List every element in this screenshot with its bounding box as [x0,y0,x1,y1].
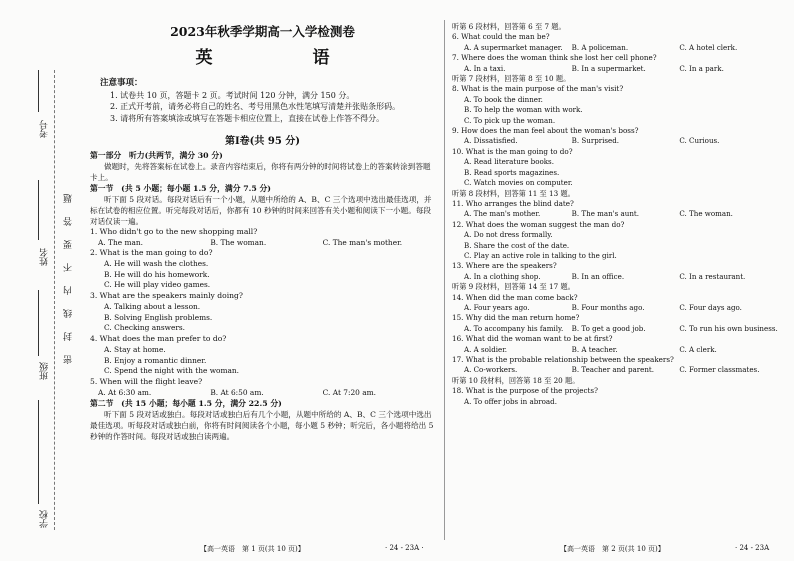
option-b[interactable]: B. The man's aunt. [571,209,639,219]
sec1-intro: 听下面 5 段对话。每段对话后有一个小题，从题中所给的 A、B、C 三个选项中选出最佳选项，并标在试卷的相应位置。听完每段对话后，你都有 10 秒钟的时间来回答有关小题和阅读下一小题。每段对话仅读一遍。 [90,195,432,226]
material-info: 听第 10 段材料，回答第 18 至 20 题。 [452,375,580,385]
school-label: 学校 [40,510,50,528]
question-2: 2. What is the man going to do? [90,248,213,258]
question-14: 14. When did the man come back? [452,292,578,302]
option-c[interactable]: C. Watch movies on computer. [464,178,573,188]
name-blank [38,180,39,240]
sec2-heading: 第二节 (共 15 小题；每小题 1.5 分，满分 22.5 分) [90,399,282,409]
option-c[interactable]: C. The woman. [679,209,733,219]
page-1-footer: 【高一英语 第 1 页(共 10 页)】 [200,545,305,553]
question-16: 16. What did the woman want to be at first? [452,334,613,344]
option-b[interactable]: B. Share the cost of the date. [464,240,570,250]
page-1 [90,22,435,442]
option-c[interactable]: C. In a park. [679,63,724,73]
option-a[interactable]: A. To offer jobs in abroad. [464,396,557,406]
option-a[interactable]: A. To book the dinner. [464,94,543,104]
option-c[interactable]: C. In a restaurant. [679,271,746,281]
exam-no-blank [38,70,39,112]
class-blank [38,290,39,356]
option-b[interactable]: B. A policeman. [571,42,629,52]
question-1: 1. Who didn't go to the new shopping mall? [90,227,258,236]
option-b[interactable]: B. To get a good job. [571,323,646,333]
option-a[interactable]: A. At 6:30 am. [98,387,152,397]
option-c[interactable]: C. To pick up the woman. [464,115,556,125]
option-c[interactable]: C. At 7:20 am. [322,387,376,397]
option-c[interactable]: C. The man's mother. [322,237,403,247]
material-info: 听第 7 段材料，回答第 8 至 10 题。 [452,74,571,84]
page-2-code: · 24 - 23A [735,544,770,552]
question-11: 11. Who arranges the blind date? [452,198,574,208]
notes-heading: 注意事项： [100,78,143,88]
exam-subject: 英 语 [195,48,352,68]
name-label: 姓名 [40,248,50,266]
option-c[interactable]: C. To run his own business. [679,323,778,333]
option-b[interactable]: B. He will do his homework. [104,269,210,279]
question-5: 5. When will the flight leave? [90,377,203,387]
option-b[interactable]: B. Four months ago. [571,302,645,312]
material-info: 听第 9 段材料，回答第 14 至 17 题。 [452,282,575,292]
page-divider [444,20,445,540]
option-a[interactable]: A. In a clothing shop. [464,271,541,281]
option-a[interactable]: A. A soldier. [464,344,508,354]
option-b[interactable]: B. Surprised. [571,136,620,146]
option-c[interactable]: C. Play an active role in talking to the girl. [464,250,617,260]
option-a[interactable]: A. Dissatisfied. [464,136,518,146]
option-a[interactable]: A. Co-workers. [464,365,518,375]
question-13: 13. Where are the speakers? [452,261,557,271]
option-b[interactable]: B. Read sports magazines. [464,167,560,177]
option-b[interactable]: B. Enjoy a romantic dinner. [104,355,207,365]
question-6: 6. What could the man be? [452,32,550,42]
seal-line [54,70,55,530]
option-c[interactable]: C. Former classmates. [679,365,760,375]
option-a[interactable]: A. The man's mother. [464,209,541,219]
option-b[interactable]: B. The woman. [210,237,267,247]
option-b[interactable]: B. In a supermarket. [571,63,646,73]
options-13 [464,272,787,282]
sec2-intro: 听下面 5 段对话或独白。每段对话或独白后有几个小题，从题中所给的 A、B、C 三个选项中选出最佳选项。听每段对话或独白前，你将有时间阅读各个小题，每小题 5 秒钟；听完后，各小题将给出 5 秒钟的作答时间。每段对话或独白读两遍。 [90,410,434,442]
exam-title: 2023年秋季学期高一入学检测卷 [170,24,355,39]
school-blank [38,400,39,504]
option-a[interactable]: A. Talking about a lesson. [104,301,201,311]
material-info: 听第 8 段材料，回答第 11 至 13 题。 [452,188,575,198]
question-7: 7. Where does the woman think she lost her cell phone? [452,53,657,63]
option-a[interactable]: A. In a taxi. [464,63,506,73]
question-8: 8. What is the main purpose of the man's visit? [452,84,624,94]
question-4: 4. What does the man prefer to do? [90,334,227,344]
binding-margin [8,70,74,540]
sec1-heading: 第一节 (共 5 小题；每小题 1.5 分，满分 7.5 分) [90,184,271,193]
question-3: 3. What are the speakers mainly doing? [90,291,243,301]
option-b[interactable]: B. At 6:50 am. [210,387,264,397]
question-18: 18. What is the purpose of the projects? [452,386,598,396]
option-c[interactable]: C. Checking answers. [104,323,186,333]
options-14 [464,303,787,313]
seal-text: 密封线内不要答题 [64,180,74,364]
question-10: 10. What is the man going to do? [452,146,573,156]
options-6 [464,43,787,53]
option-c[interactable]: C. A hotel clerk. [679,42,738,52]
option-a[interactable]: A. Four years ago. [464,302,530,312]
section-intro: 做题时，先将答案标在试卷上。录音内容结束后，你将有两分钟的时间将试卷上的答案转涂到答题卡上。 [90,162,431,182]
section-heading: 第一部分 听力(共两节，满分 30 分) [90,151,223,160]
option-a[interactable]: A. The man. [98,237,143,247]
options-15 [464,324,787,334]
question-17: 17. What is the probable relationship between the speakers? [452,355,674,364]
note-item: 1. 试卷共 10 页，答题卡 2 页。考试时间 120 分钟，满分 150 分。 [110,90,355,100]
option-a[interactable]: A. A supermarket manager. [464,42,563,52]
option-c[interactable]: C. Four days ago. [679,302,742,312]
question-9: 9. How does the man feel about the woman's boss? [452,126,639,136]
option-b[interactable]: B. To help the woman with work. [464,105,583,115]
option-b[interactable]: B. Teacher and parent. [571,365,655,375]
material-info: 听第 6 段材料，回答第 6 至 7 题。 [452,22,566,31]
options-11 [464,209,787,219]
page-2-footer: 【高一英语 第 2 页(共 10 页)】 [560,545,665,553]
part-title: 第Ⅰ卷(共 95 分) [224,136,301,147]
option-b[interactable]: B. Solving English problems. [104,312,213,322]
option-c[interactable]: C. Spend the night with the woman. [104,366,240,376]
options-17 [464,365,787,375]
page-1-code: · 24 - 23A · [385,544,424,552]
options-1 [98,238,435,249]
option-c[interactable]: C. A clerk. [679,344,717,354]
option-a[interactable]: A. To accompany his family. [464,323,564,333]
options-9 [464,136,787,146]
class-label: 班级 [40,362,50,380]
option-c[interactable]: C. Curious. [679,136,720,146]
options-16 [464,345,787,355]
option-a[interactable]: A. He will wash the clothes. [104,258,209,268]
page-2 [452,22,787,407]
exam-no-label: 考号 [40,120,50,138]
options-5 [98,388,435,399]
option-b[interactable]: B. A teacher. [571,344,618,354]
notes [100,78,435,124]
options-7 [464,64,787,74]
option-a[interactable]: A. Stay at home. [104,344,166,354]
note-item: 3. 请将所有答案填涂或填写在答题卡相应位置上，直接在试卷上作答不得分。 [110,113,385,123]
option-b[interactable]: B. In an office. [571,271,625,281]
question-15: 15. Why did the man return home? [452,313,580,323]
option-c[interactable]: C. He will play video games. [104,280,211,290]
option-a[interactable]: A. Read literature books. [464,157,554,167]
note-item: 2. 正式开考前，请务必将自己的姓名、考号用黑色水性笔填写清楚并张贴条形码。 [110,102,401,111]
question-12: 12. What does the woman suggest the man do? [452,219,625,229]
option-a[interactable]: A. Do not dress formally. [464,230,553,240]
